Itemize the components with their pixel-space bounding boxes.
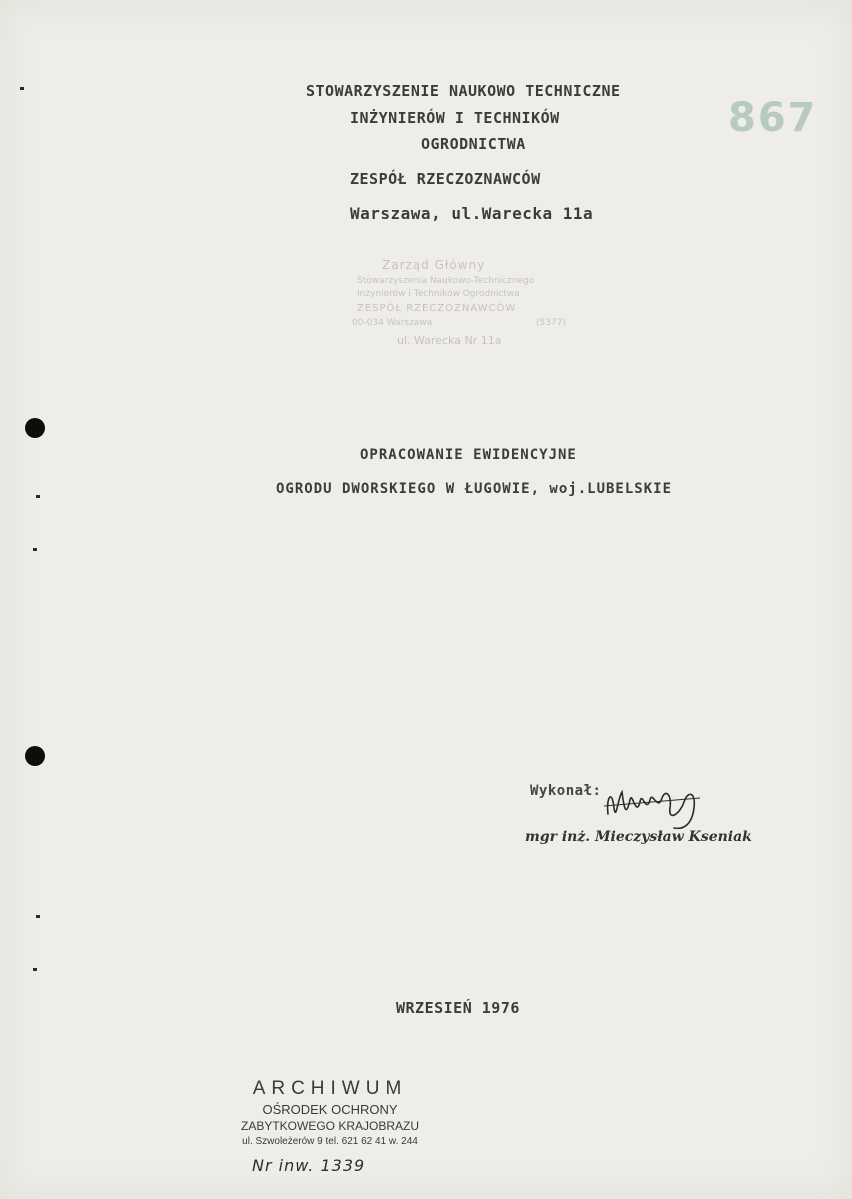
- punch-hole-bottom: [25, 746, 45, 766]
- stamp-line: ZESPÓŁ RZECZOZNAWCÓW: [357, 303, 517, 314]
- stamp-line: Stowarzyszenia Naukowo-Technicznego: [357, 276, 535, 286]
- stamp-line: Zarząd Główny: [382, 258, 486, 272]
- archive-stamp-address: ul. Szwoleżerów 9 tel. 621 62 41 w. 244: [242, 1136, 418, 1147]
- archive-number: 867: [728, 95, 818, 141]
- stamp-line: (5377): [536, 318, 566, 328]
- stamp-line: 00-034 Warszawa: [352, 318, 433, 328]
- margin-mark: [33, 968, 37, 971]
- margin-mark: [20, 87, 24, 90]
- header-team: ZESPÓŁ RZECZOZNAWCÓW: [350, 170, 541, 188]
- document-date: WRZESIEŃ 1976: [396, 999, 520, 1017]
- header-org-line2: INŻYNIERÓW I TECHNIKÓW: [350, 109, 560, 127]
- header-address: Warszawa, ul.Warecka 11a: [350, 204, 594, 223]
- header-org-line1: STOWARZYSZENIE NAUKOWO TECHNICZNE: [306, 82, 621, 100]
- archive-stamp-line: OŚRODEK OCHRONY: [262, 1102, 398, 1117]
- margin-mark: [33, 548, 37, 551]
- archive-stamp: [200, 1078, 460, 1147]
- institution-stamp: [352, 258, 584, 368]
- author-name: mgr inż. Mieczysław Kseniak: [525, 829, 752, 845]
- punch-hole-top: [25, 418, 45, 438]
- stamp-line: ul. Warecka Nr 11a: [397, 334, 502, 347]
- margin-mark: [36, 915, 40, 918]
- title-line2: OGRODU DWORSKIEGO W ŁUGOWIE, woj.LUBELSKIE: [276, 481, 673, 497]
- inventory-note: Nr inw. 1339: [252, 1156, 366, 1175]
- archive-stamp-line: ZABYTKOWEGO KRAJOBRAZU: [240, 1119, 420, 1133]
- title-line1: OPRACOWANIE EWIDENCYJNE: [360, 447, 577, 463]
- archive-stamp-title: ARCHIWUM: [252, 1078, 408, 1099]
- margin-mark: [36, 495, 40, 498]
- executed-by-label: Wykonał:: [530, 783, 602, 799]
- header-org-line3: OGRODNICTWA: [421, 135, 526, 153]
- stamp-line: Inżynierów i Techników Ogrodnictwa: [357, 289, 520, 299]
